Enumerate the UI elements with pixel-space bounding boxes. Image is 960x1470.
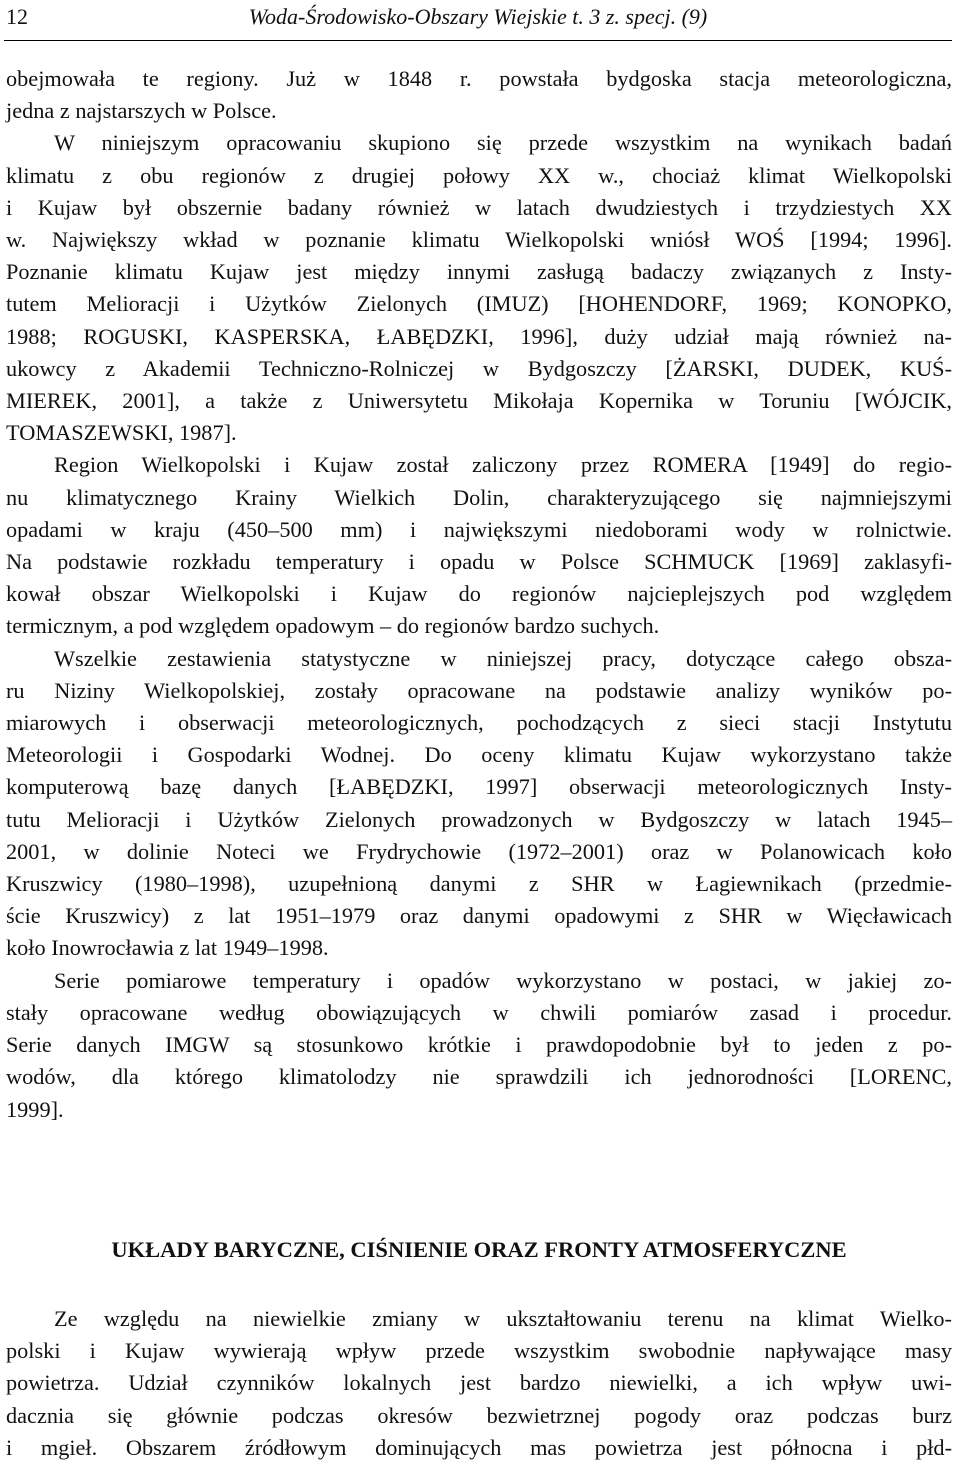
text-line: komputerową bazę danych [ŁABĘDZKI, 1997] obserwacji meteorologicznych Insty-	[6, 774, 952, 800]
text-line: klimatu z obu regionów z drugiej połowy XX w., chociaż klimat Wielkopolski	[6, 162, 952, 188]
text-line: i Kujaw był obszernie badany również w latach dwudziestych i trzydziestych XX	[6, 194, 952, 220]
text-line: koło Inowrocławia z lat 1949–1998.	[6, 935, 329, 961]
text-line: W niniejszym opracowaniu skupiono się przede wszystkim na wynikach badań	[54, 130, 952, 156]
text-line: termicznym, a pod względem opadowym – do regionów bardzo suchych.	[6, 613, 660, 639]
text-line: ukowcy z Akademii Techniczno-Rolniczej w Bydgoszczy [ŻARSKI, DUDEK, KUŚ-	[6, 355, 952, 381]
text-line: kował obszar Wielkopolski i Kujaw do regionów najcieplejszych pod względem	[6, 581, 952, 607]
text-line: jedna z najstarszych w Polsce.	[6, 98, 277, 124]
text-line: i mgieł. Obszarem źródłowym dominujących mas powietrza jest północna i płd-	[6, 1434, 952, 1460]
text-line: w. Największy wkład w poznanie klimatu Wielkopolski wniósł WOŚ [1994; 1996].	[6, 227, 952, 253]
text-line: opadami w kraju (450–500 mm) i największymi niedoborami wody w rolnictwie.	[6, 516, 952, 542]
text-line: ru Niziny Wielkopolskiej, zostały opracowane na podstawie analizy wyników po-	[6, 677, 952, 703]
text-line: wodów, dla którego klimatolodzy nie sprawdzili ich jednorodności [LORENC,	[6, 1064, 952, 1090]
page-number: 12	[6, 4, 28, 29]
text-line: MIEREK, 2001], a także z Uniwersytetu Mikołaja Kopernika w Toruniu [WÓJCIK,	[6, 388, 952, 414]
text-line: polski i Kujaw wywierają wpływ przede wszystkim swobodnie napływające masy	[6, 1338, 952, 1364]
text-line: Serie pomiarowe temperatury i opadów wykorzystano w postaci, w jakiej zo-	[54, 967, 952, 993]
text-line: Na podstawie rozkładu temperatury i opadu w Polsce SCHMUCK [1969] zaklasyfi-	[6, 549, 952, 575]
text-line: Serie danych IMGW są stosunkowo krótkie i prawdopodobnie był to jeden z po-	[6, 1032, 952, 1058]
section-text	[6, 1303, 952, 1464]
text-line: 1999].	[6, 1096, 64, 1122]
text-line: powietrza. Udział czynników lokalnych jest bardzo niewielki, a ich wpływ uwi-	[6, 1370, 952, 1396]
text-line: Ze względu na niewielkie zmiany w ukształtowaniu terenu na klimat Wielko-	[54, 1306, 952, 1331]
text-line: ście Kruszwicy) z lat 1951–1979 oraz danymi opadowymi z SHR w Więcławicach	[6, 903, 952, 929]
text-line: tutu Melioracji i Użytków Zielonych prowadzonych w Bydgoszczy w latach 1945–	[6, 806, 952, 832]
body-text	[6, 63, 952, 1126]
text-line: TOMASZEWSKI, 1987].	[6, 420, 237, 446]
text-line: miarowych i obserwacji meteorologicznych, pochodzących z sieci stacji Instytutu	[6, 710, 952, 736]
section-heading: UKŁADY BARYCZNE, CIŚNIENIE ORAZ FRONTY ATMOSFERYCZNE	[111, 1237, 847, 1262]
text-line: dacznia się głównie podczas okresów bezwietrznej pogody oraz podczas burz	[6, 1402, 952, 1428]
text-line: Region Wielkopolski i Kujaw został zaliczony przez ROMERA [1949] do regio-	[54, 452, 952, 478]
text-line: Kruszwicy (1980–1998), uzupełnioną danymi z SHR w Łagiewnikach (przedmie-	[6, 871, 952, 897]
text-line: Poznanie klimatu Kujaw jest między innymi zasługą badaczy związanych z Insty-	[6, 259, 952, 285]
text-line: obejmowała te regiony. Już w 1848 r. powstała bydgoska stacja meteorologiczna,	[6, 66, 952, 91]
running-header	[4, 0, 952, 41]
text-line: 2001, w dolinie Noteci we Frydrychowie (1972–2001) oraz w Polanowicach koło	[6, 838, 952, 864]
text-line: 1988; ROGUSKI, KASPERSKA, ŁABĘDZKI, 1996], duży udział mają również na-	[6, 323, 952, 349]
text-line: Meteorologii i Gospodarki Wodnej. Do oceny klimatu Kujaw wykorzystano także	[6, 742, 952, 768]
text-line: stały opracowane według obowiązujących w chwili pomiarów zasad i procedur.	[6, 999, 952, 1025]
journal-title: Woda-Środowisko-Obszary Wiejskie t. 3 z. specj. (9)	[248, 4, 708, 29]
text-line: nu klimatycznego Krainy Wielkich Dolin, charakteryzującego się najmniejszymi	[6, 484, 952, 510]
text-line: Wszelkie zestawienia statystyczne w niniejszej pracy, dotyczące całego obsza-	[54, 645, 952, 671]
text-line: tutem Melioracji i Użytków Zielonych (IMUZ) [HOHENDORF, 1969; KONOPKO,	[6, 291, 952, 317]
